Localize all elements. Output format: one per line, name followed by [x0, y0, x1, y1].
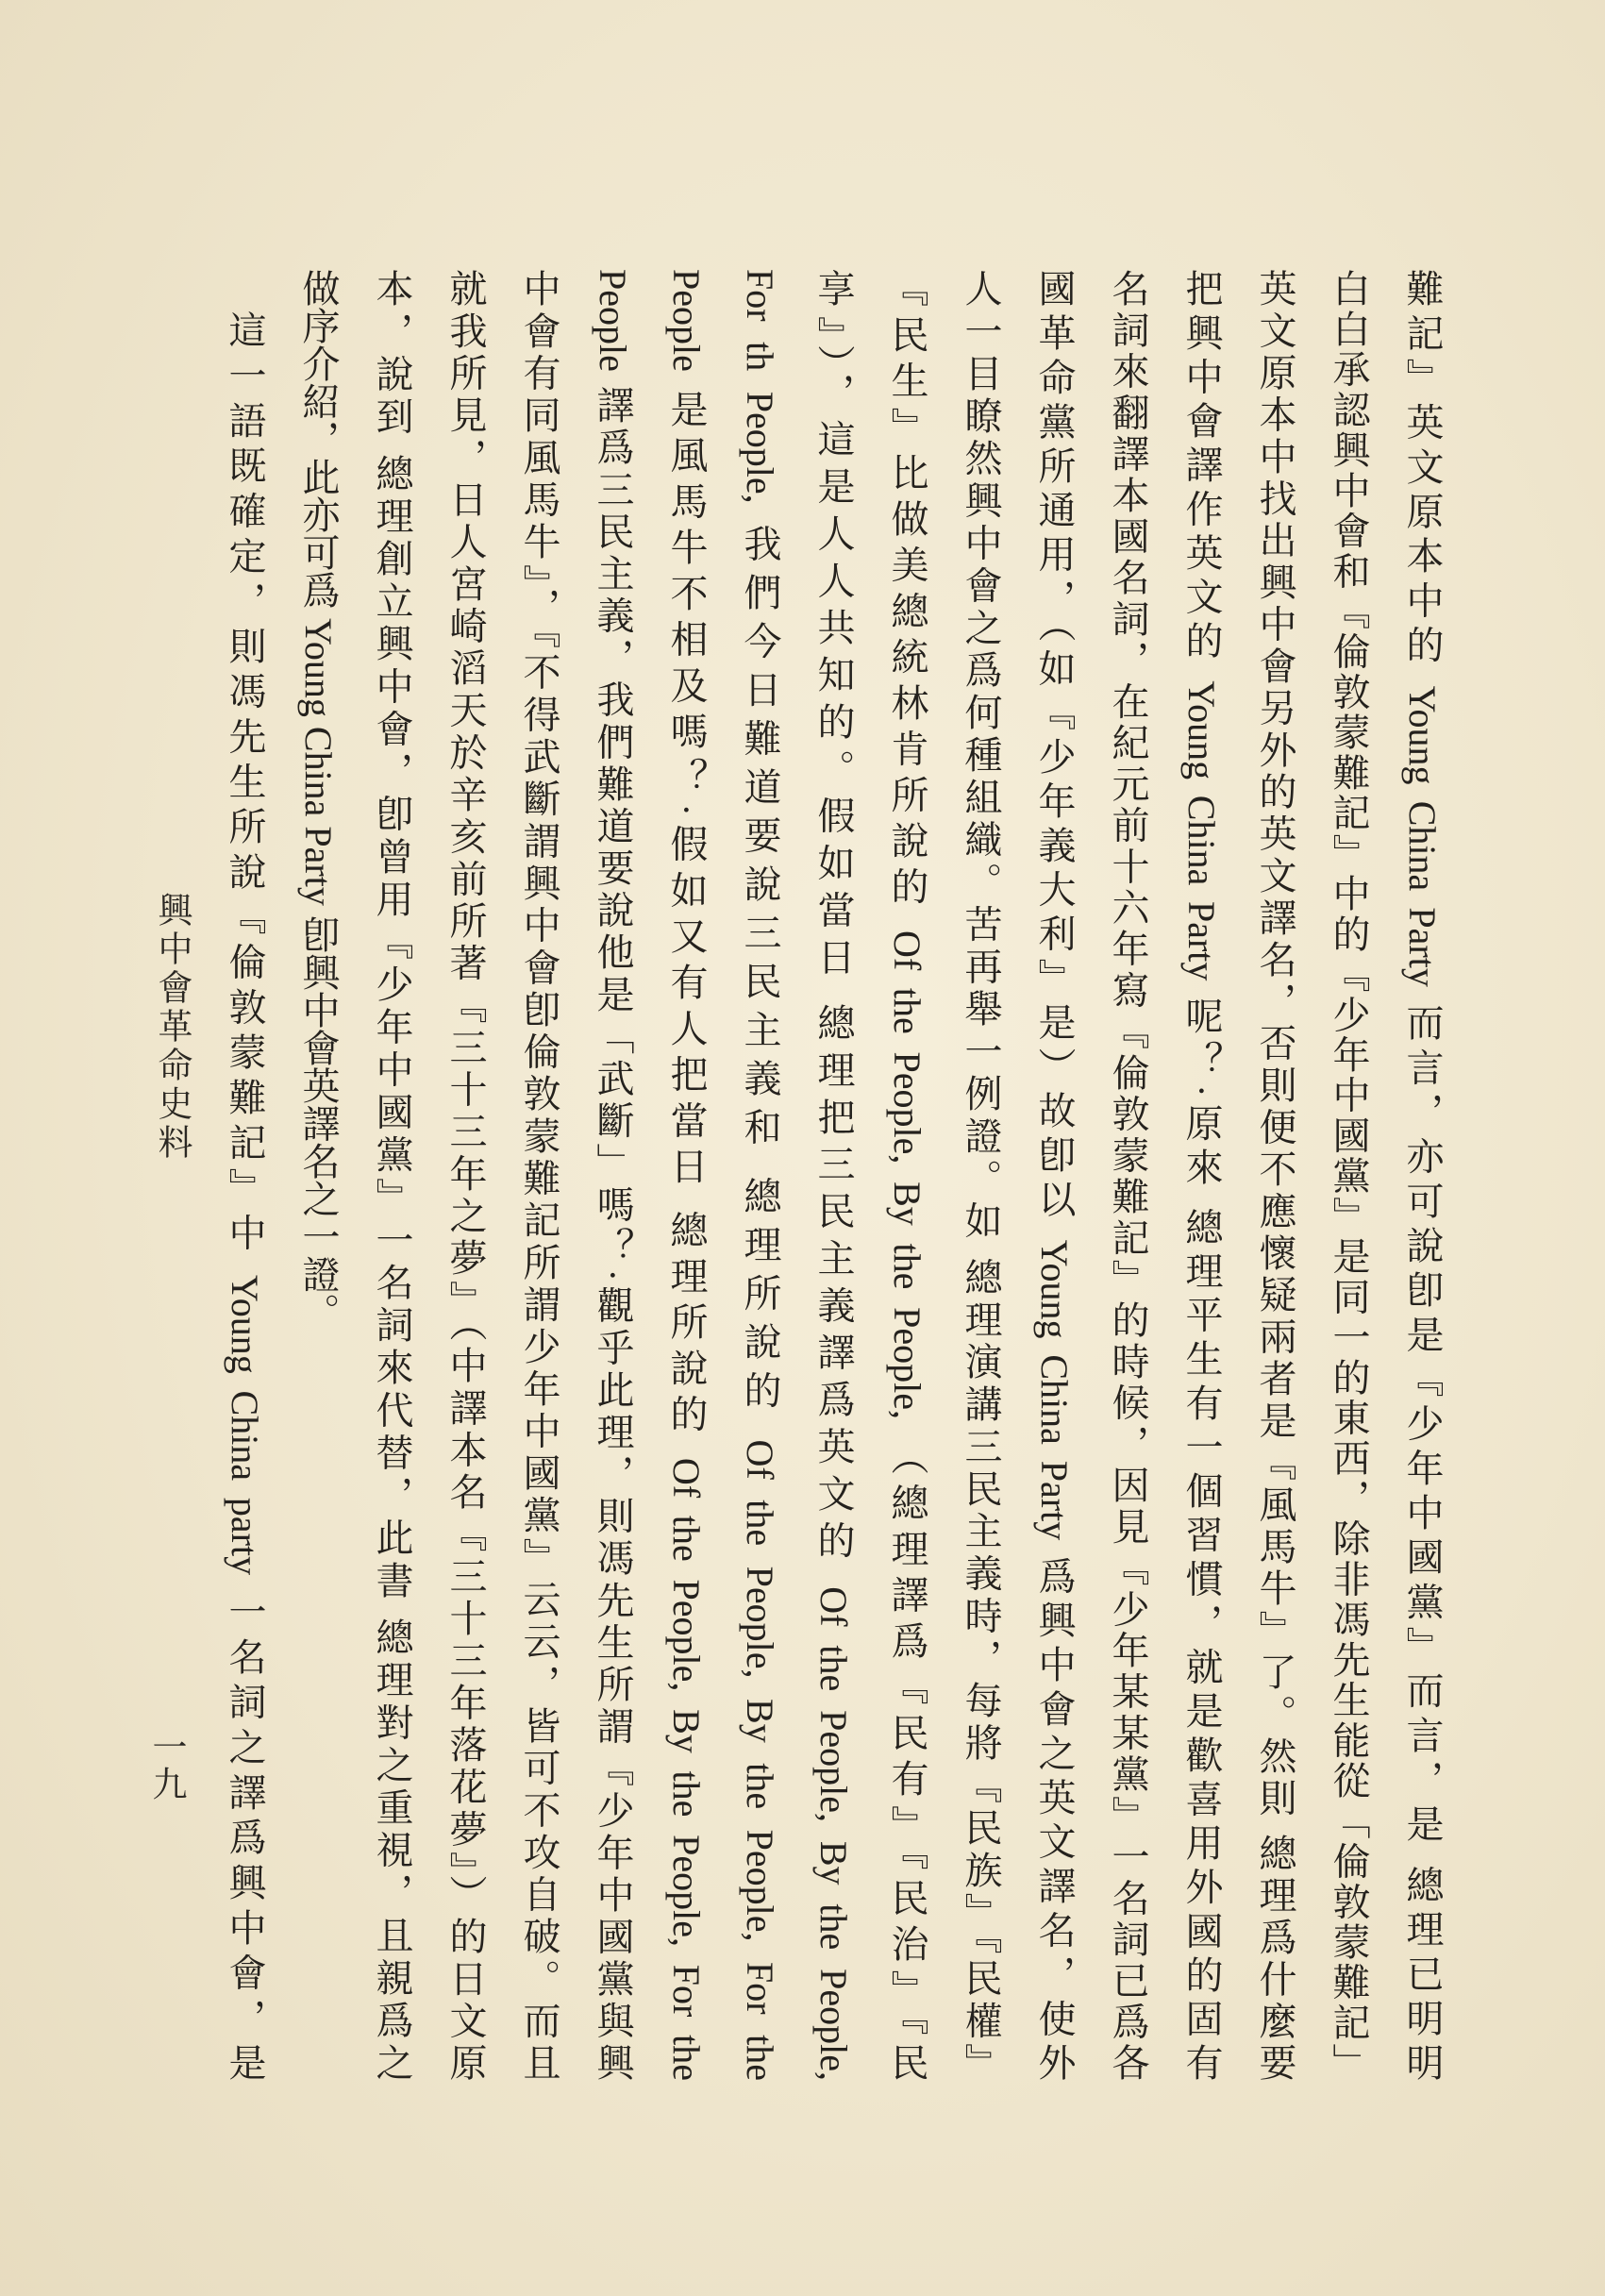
- text-column-16: 做序介紹，此亦可爲 Young China Party 卽興中會英譯名之一證。: [297, 269, 340, 1331]
- text-column-15: 本，說到 總理創立興中會，卽曾用『少年中國黨』一名詞來代替，此書 總理對之重視，且親爲之: [371, 269, 413, 2081]
- text-column-10: For th People, 我們今日難道要說三民主義和 總理所說的 Of the People, By the People, For the: [739, 269, 781, 2081]
- running-title: 興中會革命史料: [152, 892, 191, 1163]
- text-column-07: 人一目瞭然興中會之爲何種組織。苦再舉一例證。如 總理演講三民主義時，每將『民族』『民權』: [960, 269, 1002, 2081]
- text-column-11: People 是風馬牛不相及嗎？·假如又有人把當日 總理所說的 Of the People, By the People, For the: [665, 269, 708, 2081]
- text-column-03: 英文原本中找出興中會另外的英文譯名，否則便不應懷疑兩者是『風馬牛』了。然則 總理爲什麼要: [1254, 269, 1296, 2081]
- text-column-12: People 譯爲三民主義，我們難道要說他是「武斷」嗎？·觀乎此理，則馮先生所謂『少年中國黨與興: [592, 269, 634, 2081]
- text-column-17: 這一語既確定，則馮先生所說『倫敦蒙難記』中 Young China party 一名詞之譯爲興中會，是: [224, 310, 266, 2081]
- text-column-06: 國革命黨所通用，（如『少年義大利』是）故卽以 Young China Party 爲興中會之英文譯名，使外: [1033, 269, 1076, 2081]
- text-column-09: 享』），這是人人共知的。假如當日 總理把三民主義譯爲英文的 Of the People, By the People,: [812, 269, 855, 2081]
- text-column-08: 『民生』比做美總統林肯所說的 Of the People, By the People, （總理譯爲『民有』『民治』『民: [886, 269, 928, 2081]
- page-number: 一九: [146, 1729, 185, 1802]
- text-column-14: 就我所見，日人宮崎滔天於辛亥前所著『三十三年之夢』（中譯本名『三十三年落花夢』）的日文原: [444, 269, 487, 2081]
- text-column-04: 把興中會譯作英文的 Young China Party 呢？·原來 總理平生有一個習慣，就是歡喜用外國的固有: [1180, 269, 1223, 2081]
- text-column-13: 中會有同風馬牛』，『不得武斷謂興中會卽倫敦蒙難記所謂少年中國黨』云云，皆可不攻自破。而且: [518, 269, 560, 2081]
- text-column-05: 名詞來翻譯本國名詞，在紀元前十六年寫『倫敦蒙難記』的時候，因見『少年某某黨』一名詞已爲各: [1107, 269, 1149, 2081]
- text-column-01: 難記』英文原本中的 Young China Party 而言，亦可說卽是『少年中國黨』而言，是 總理已明明: [1401, 269, 1444, 2081]
- text-column-02: 白白承認興中會和『倫敦蒙難記』中的『少年中國黨』是同一的東西，除非馮先生能從「倫敦蒙難記」: [1328, 269, 1370, 2081]
